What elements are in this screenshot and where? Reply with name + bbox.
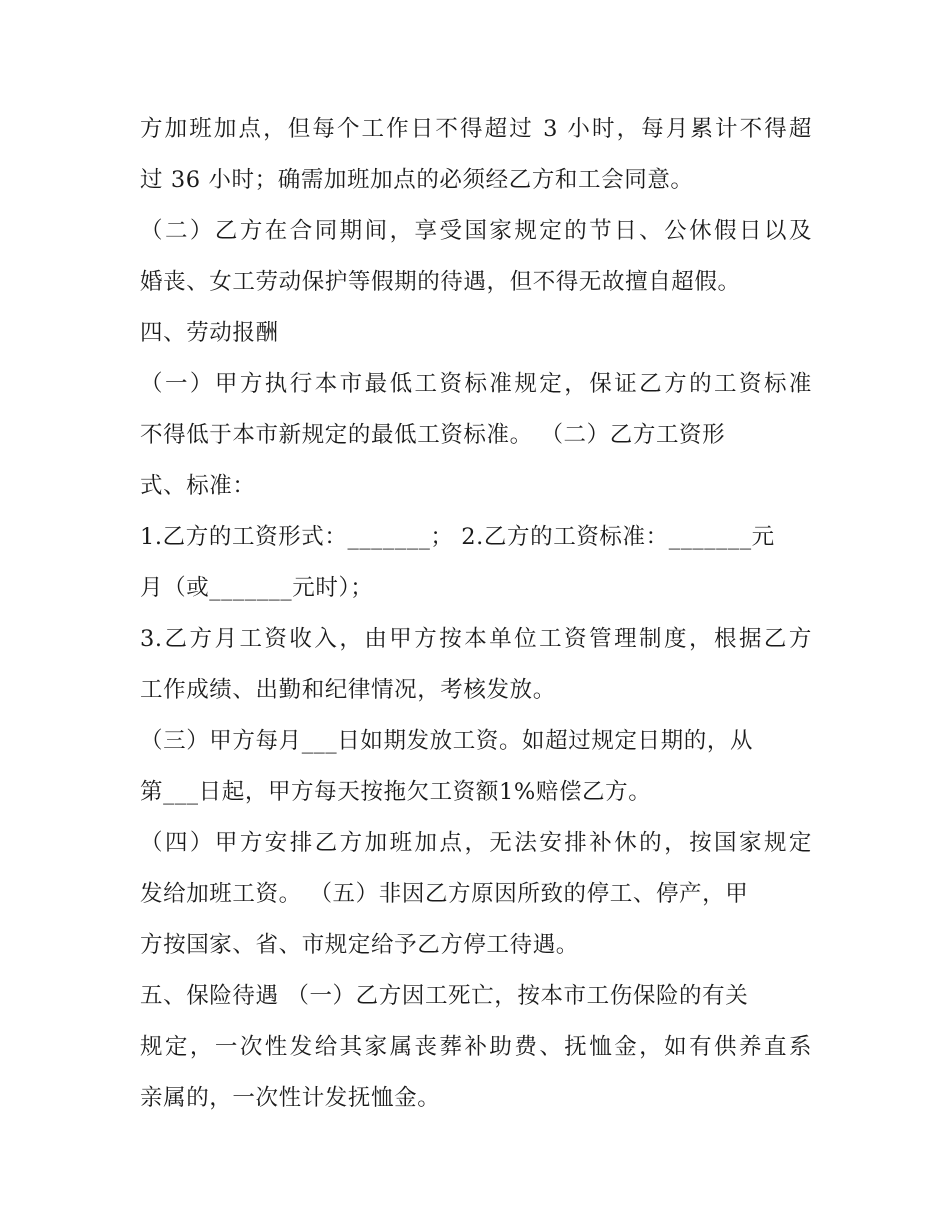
text-line-11: 3.乙方月工资收入，由甲方按本单位工资管理制度，根据乙方 bbox=[140, 626, 812, 652]
text-line-6: （一）甲方执行本市最低工资标准规定，保证乙方的工资标准 bbox=[140, 371, 812, 397]
text-line-17: 方按国家、省、市规定给予乙方停工待遇。 bbox=[140, 932, 579, 958]
text-line-7: 不得低于本市新规定的最低工资标准。 （二）乙方工资形 bbox=[140, 422, 726, 448]
text-line-15: （四）甲方安排乙方加班加点，无法安排补休的，按国家规定 bbox=[140, 830, 812, 856]
section-heading-insurance: 五、保险待遇 （一）乙方因工死亡，按本市工伤保险的有关 bbox=[140, 983, 749, 1009]
text-line-19: 规定，一次性发给其家属丧葬补助费、抚恤金，如有供养直系 bbox=[140, 1034, 812, 1060]
text-line-10: 月（或_______元时）； bbox=[140, 575, 374, 601]
section-heading-labor-pay: 四、劳动报酬 bbox=[140, 320, 279, 346]
text-line-2: 过 36 小时；确需加班加点的必须经乙方和工会同意。 bbox=[140, 167, 694, 193]
text-line-9: 1.乙方的工资形式：_______； 2.乙方的工资标准：_______元 bbox=[140, 524, 775, 550]
text-line-13: （三）甲方每月___日如期发放工资。如超过规定日期的，从 bbox=[140, 728, 754, 754]
text-line-8: 式、标准： bbox=[140, 473, 256, 499]
text-line-1: 方加班加点，但每个工作日不得超过 3 小时，每月累计不得超 bbox=[140, 116, 812, 142]
text-line-20: 亲属的，一次性计发抚恤金。 bbox=[140, 1085, 441, 1111]
text-line-3: （二）乙方在合同期间，享受国家规定的节日、公休假日以及 bbox=[140, 218, 812, 244]
text-line-4: 婚丧、女工劳动保护等假期的待遇，但不得无故擅自超假。 bbox=[140, 269, 741, 295]
text-line-14: 第___日起，甲方每天按拖欠工资额1%赔偿乙方。 bbox=[140, 779, 652, 805]
document-body bbox=[140, 104, 812, 1124]
text-line-16: 发给加班工资。 （五）非因乙方原因所致的停工、停产，甲 bbox=[140, 881, 749, 907]
text-line-12: 工作成绩、出勤和纪律情况，考核发放。 bbox=[140, 677, 556, 703]
